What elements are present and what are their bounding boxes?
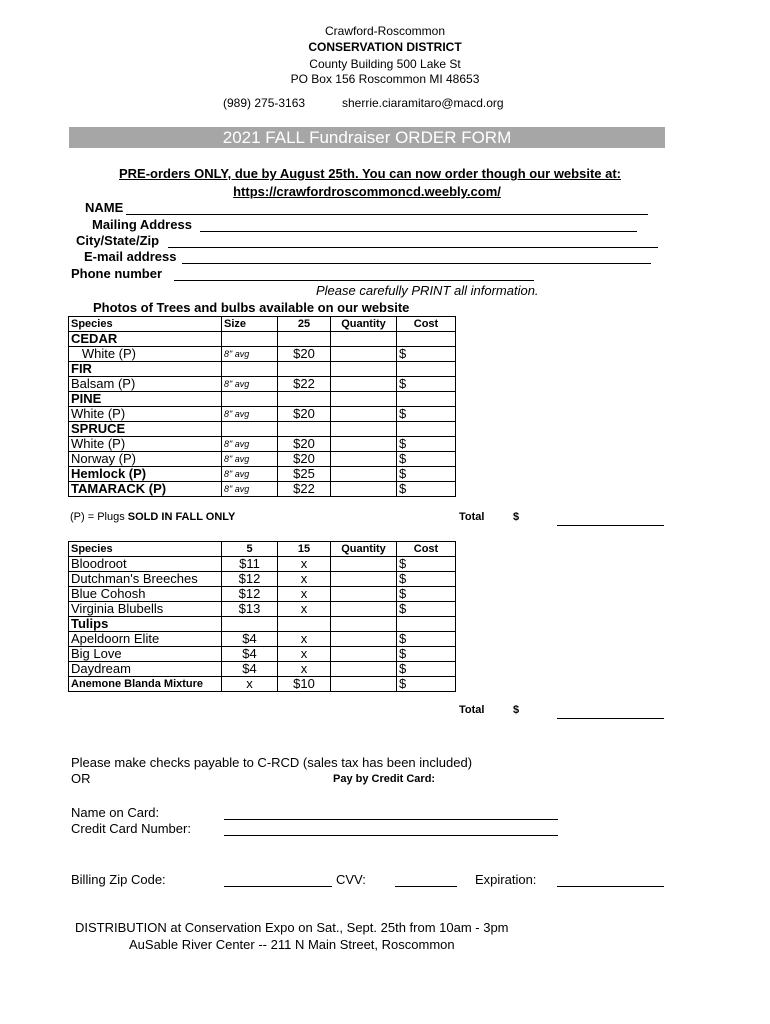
size-cell: 8" avg	[222, 467, 278, 482]
city-label: City/State/Zip	[76, 233, 160, 248]
section-label: PINE	[69, 392, 222, 407]
quantity-input[interactable]	[331, 467, 397, 482]
photos-note: Photos of Trees and bulbs available on our website	[93, 300, 410, 315]
website-link[interactable]: https://crawfordroscommoncd.weebly.com/	[233, 184, 501, 199]
table-row	[69, 482, 456, 497]
form-title: 2021 FALL Fundraiser ORDER FORM	[69, 127, 665, 148]
size-cell: 8" avg	[222, 377, 278, 392]
price-15-cell: x	[278, 662, 331, 677]
price-5-cell: $12	[222, 587, 278, 602]
bulbs-col-quantity: Quantity	[331, 542, 397, 557]
species-name: TAMARACK (P)	[69, 482, 222, 497]
checks-note: Please make checks payable to C-RCD (sales tax has been included)	[71, 755, 473, 770]
city-field[interactable]	[168, 247, 658, 248]
price-cell: $20	[278, 452, 331, 467]
table-row	[69, 557, 456, 572]
card-number-label: Credit Card Number:	[71, 821, 191, 836]
species-name: White (P)	[69, 437, 222, 452]
name-label: NAME	[85, 200, 124, 215]
bulbs-col-15: 15	[278, 542, 331, 557]
table-row	[69, 407, 456, 422]
quantity-input[interactable]	[331, 647, 397, 662]
species-name: Blue Cohosh	[69, 587, 222, 602]
cost-cell[interactable]: $	[397, 482, 456, 497]
quantity-input[interactable]	[331, 482, 397, 497]
trees-col-quantity: Quantity	[331, 317, 397, 332]
table-row	[69, 377, 456, 392]
price-15-cell: x	[278, 647, 331, 662]
table-row	[69, 437, 456, 452]
bulbs-total-label: Total	[459, 704, 485, 716]
price-cell: $20	[278, 407, 331, 422]
price-cell: $20	[278, 347, 331, 362]
table-row	[69, 347, 456, 362]
quantity-input[interactable]	[331, 677, 397, 692]
plugs-note	[70, 511, 235, 523]
section-label: Tulips	[69, 617, 222, 632]
price-5-cell: $11	[222, 557, 278, 572]
price-5-cell: $4	[222, 647, 278, 662]
table-row	[69, 632, 456, 647]
name-field[interactable]	[126, 214, 648, 215]
table-row	[69, 602, 456, 617]
size-cell: 8" avg	[222, 482, 278, 497]
price-5-cell: $4	[222, 632, 278, 647]
species-name: Balsam (P)	[69, 377, 222, 392]
size-cell: 8" avg	[222, 437, 278, 452]
trees-header-row	[69, 317, 456, 332]
cost-cell[interactable]: $	[397, 377, 456, 392]
species-name: Dutchman's Breeches	[69, 572, 222, 587]
preorder-notice: PRE-orders ONLY, due by August 25th. You can now order though our website at:	[119, 166, 621, 181]
phone-label: Phone number	[71, 266, 163, 281]
price-15-cell: x	[278, 632, 331, 647]
species-name: White (P)	[69, 347, 222, 362]
table-row	[69, 572, 456, 587]
cost-cell[interactable]: $	[397, 437, 456, 452]
phone-field[interactable]	[174, 280, 534, 281]
email-label: E-mail address	[84, 249, 177, 264]
bulbs-total-currency: $	[513, 704, 520, 716]
size-cell: 8" avg	[222, 452, 278, 467]
price-cell: $22	[278, 482, 331, 497]
table-row	[69, 422, 456, 437]
bulbs-table	[68, 541, 456, 692]
price-cell: $20	[278, 437, 331, 452]
table-row	[69, 662, 456, 677]
table-row	[69, 452, 456, 467]
table-row	[69, 392, 456, 407]
section-label: SPRUCE	[69, 422, 222, 437]
org-phone: (989) 275-3163	[223, 96, 306, 110]
or-label: OR	[71, 771, 91, 786]
billing-zip-field[interactable]	[224, 886, 332, 887]
cvv-label: CVV:	[336, 872, 366, 887]
quantity-input[interactable]	[331, 377, 397, 392]
card-number-field[interactable]	[224, 835, 558, 836]
bulbs-col-cost: Cost	[397, 542, 456, 557]
table-row	[69, 677, 456, 692]
cvv-field[interactable]	[395, 886, 457, 887]
distribution-location: AuSable River Center -- 211 N Main Street, Roscommon	[129, 937, 455, 952]
cost-cell[interactable]: $	[397, 677, 456, 692]
quantity-input[interactable]	[331, 347, 397, 362]
expiration-field[interactable]	[557, 886, 664, 887]
section-label: FIR	[69, 362, 222, 377]
price-cell: $25	[278, 467, 331, 482]
species-name: Hemlock (P)	[69, 467, 222, 482]
quantity-input[interactable]	[331, 437, 397, 452]
org-district: CONSERVATION DISTRICT	[308, 40, 462, 54]
distribution-info: DISTRIBUTION at Conservation Expo on Sat., Sept. 25th from 10am - 3pm	[75, 920, 509, 935]
bulbs-total-field[interactable]	[557, 718, 664, 719]
price-15-cell: x	[278, 572, 331, 587]
cost-cell[interactable]: $	[397, 632, 456, 647]
trees-total-currency: $	[513, 511, 520, 523]
quantity-input[interactable]	[331, 452, 397, 467]
quantity-input[interactable]	[331, 662, 397, 677]
size-cell: 8" avg	[222, 407, 278, 422]
bulbs-col-species: Species	[69, 542, 222, 557]
table-row	[69, 587, 456, 602]
quantity-input[interactable]	[331, 602, 397, 617]
price-15-cell: x	[278, 587, 331, 602]
trees-table	[68, 316, 456, 497]
price-cell: $22	[278, 377, 331, 392]
quantity-input[interactable]	[331, 572, 397, 587]
org-email: sherrie.ciaramitaro@macd.org	[342, 96, 504, 110]
credit-card-label: Pay by Credit Card:	[333, 773, 436, 785]
table-row	[69, 467, 456, 482]
species-name: Apeldoorn Elite	[69, 632, 222, 647]
table-row	[69, 332, 456, 347]
table-row	[69, 647, 456, 662]
cost-cell[interactable]: $	[397, 587, 456, 602]
billing-zip-label: Billing Zip Code:	[71, 872, 166, 887]
trees-col-25: 25	[278, 317, 331, 332]
species-name: Big Love	[69, 647, 222, 662]
species-name: Anemone Blanda Mixture	[69, 677, 222, 692]
size-cell: 8" avg	[222, 347, 278, 362]
cost-cell[interactable]: $	[397, 467, 456, 482]
quantity-input[interactable]	[331, 557, 397, 572]
trees-total-label: Total	[459, 511, 485, 523]
section-label: CEDAR	[69, 332, 222, 347]
name-on-card-label: Name on Card:	[71, 805, 160, 820]
price-15-cell: x	[278, 602, 331, 617]
cost-cell[interactable]: $	[397, 347, 456, 362]
cost-cell[interactable]: $	[397, 572, 456, 587]
quantity-input[interactable]	[331, 632, 397, 647]
cost-cell[interactable]: $	[397, 647, 456, 662]
species-name: Norway (P)	[69, 452, 222, 467]
table-row	[69, 362, 456, 377]
quantity-input[interactable]	[331, 587, 397, 602]
price-5-cell: $12	[222, 572, 278, 587]
org-po-box: PO Box 156 Roscommon MI 48653	[290, 72, 480, 86]
price-5-cell: $4	[222, 662, 278, 677]
name-on-card-field[interactable]	[224, 819, 558, 820]
cost-cell[interactable]: $	[397, 602, 456, 617]
cost-cell[interactable]: $	[397, 662, 456, 677]
expiration-label: Expiration:	[475, 872, 537, 887]
quantity-input[interactable]	[331, 407, 397, 422]
bulbs-col-5: 5	[222, 542, 278, 557]
org-address: County Building 500 Lake St	[309, 57, 461, 71]
cost-cell[interactable]: $	[397, 407, 456, 422]
trees-total-field[interactable]	[557, 525, 664, 526]
plugs-legend: (P) = Plugs	[70, 511, 128, 523]
table-row	[69, 617, 456, 632]
species-name: Bloodroot	[69, 557, 222, 572]
species-name: Daydream	[69, 662, 222, 677]
trees-col-size: Size	[222, 317, 278, 332]
cost-cell[interactable]: $	[397, 452, 456, 467]
price-5-cell: x	[222, 677, 278, 692]
price-5-cell: $13	[222, 602, 278, 617]
mailing-label: Mailing Address	[92, 217, 192, 232]
price-15-cell: $10	[278, 677, 331, 692]
email-field[interactable]	[182, 263, 651, 264]
species-name: Virginia Blubells	[69, 602, 222, 617]
bulbs-header-row	[69, 542, 456, 557]
cost-cell[interactable]: $	[397, 557, 456, 572]
species-name: White (P)	[69, 407, 222, 422]
price-15-cell: x	[278, 557, 331, 572]
trees-col-cost: Cost	[397, 317, 456, 332]
org-name: Crawford-Roscommon	[324, 24, 446, 38]
trees-col-species: Species	[69, 317, 222, 332]
sold-in-fall-note: SOLD IN FALL ONLY	[127, 511, 236, 523]
print-note: Please carefully PRINT all information.	[316, 283, 539, 298]
mailing-field[interactable]	[200, 231, 637, 232]
